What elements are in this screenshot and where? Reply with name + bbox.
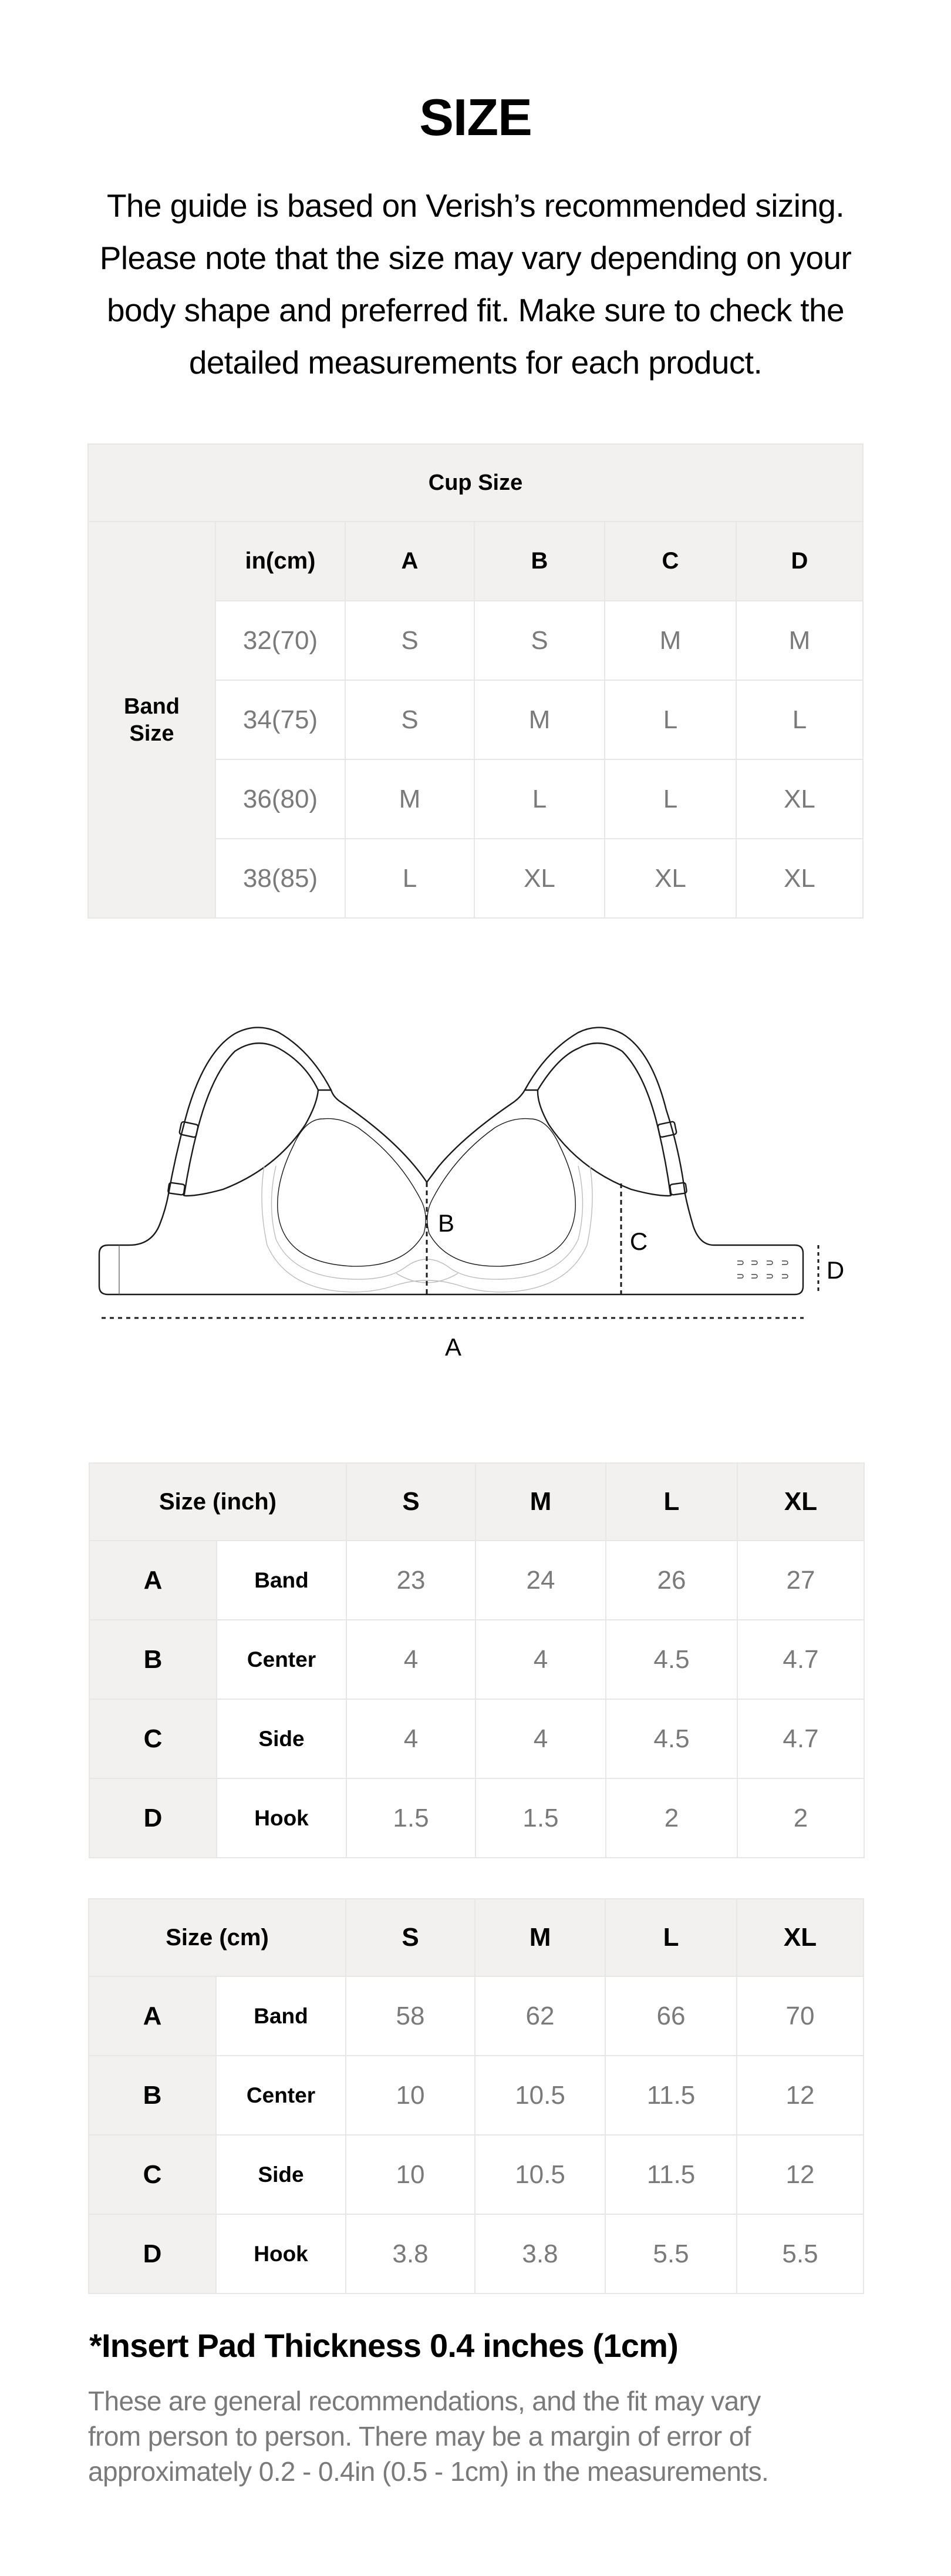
- value-cell: 10: [346, 2135, 475, 2214]
- intro-line: detailed measurements for each product.: [188, 344, 763, 381]
- size-cell: L: [474, 759, 605, 839]
- value-cell: 23: [346, 1541, 476, 1620]
- value-cell: 11.5: [605, 2135, 737, 2214]
- measure-name: Side: [217, 1699, 346, 1778]
- value-cell: 4.7: [737, 1699, 864, 1778]
- measure-code: A: [89, 1541, 217, 1620]
- label-c: C: [629, 1228, 648, 1255]
- value-cell: 5.5: [737, 2214, 864, 2293]
- value-cell: 4: [346, 1620, 476, 1699]
- value-cell: 1.5: [476, 1778, 606, 1858]
- bra-measurement-diagram: [0, 998, 951, 1374]
- value-cell: 2: [606, 1778, 737, 1858]
- size-cell: L: [736, 680, 863, 759]
- size-cell: XL: [736, 759, 863, 839]
- value-cell: 24: [476, 1541, 606, 1620]
- table-row: [89, 1541, 864, 1620]
- column-header-cup-c: C: [605, 522, 736, 601]
- measure-code: D: [89, 1778, 217, 1858]
- left-cup-icon: [278, 1119, 426, 1266]
- column-header-cup-a: A: [345, 522, 474, 601]
- size-cell: XL: [474, 839, 605, 918]
- value-cell: 10: [346, 2056, 475, 2135]
- measure-code: D: [89, 2214, 216, 2293]
- column-header-m: M: [475, 1899, 605, 1976]
- measure-code: A: [89, 1976, 216, 2056]
- column-header-s: S: [346, 1463, 476, 1541]
- right-cup-icon: [427, 1119, 575, 1266]
- column-header-cup-d: D: [736, 522, 863, 601]
- measure-name: Center: [216, 2056, 346, 2135]
- page-title: SIZE: [419, 88, 532, 146]
- disclaimer-line: approximately 0.2 - 0.4in (0.5 - 1cm) in the measurements.: [88, 2456, 769, 2487]
- table-row: [89, 1778, 864, 1858]
- measure-code: C: [89, 2135, 216, 2214]
- disclaimer-text: [88, 2383, 875, 2489]
- size-cell: M: [605, 601, 736, 680]
- size-inch-caption: Size (inch): [89, 1463, 346, 1541]
- table-row: [89, 1976, 864, 2056]
- column-header-l: L: [606, 1463, 737, 1541]
- size-cell: L: [345, 839, 474, 918]
- right-strap-icon: [525, 1027, 685, 1194]
- value-cell: 4.7: [737, 1620, 864, 1699]
- value-cell: 2: [737, 1778, 864, 1858]
- column-header-cup-b: B: [474, 522, 605, 601]
- column-header-xl: XL: [737, 1463, 864, 1541]
- measure-name: Band: [217, 1541, 346, 1620]
- value-cell: 5.5: [605, 2214, 737, 2293]
- value-cell: 4.5: [606, 1620, 737, 1699]
- intro-paragraph: [82, 180, 869, 389]
- measure-name: Center: [217, 1620, 346, 1699]
- value-cell: 11.5: [605, 2056, 737, 2135]
- column-header-unit: in(cm): [215, 522, 345, 601]
- band-measure: 36(80): [215, 759, 345, 839]
- size-inch-table: [89, 1462, 865, 1858]
- column-header-xl: XL: [737, 1899, 864, 1976]
- value-cell: 4: [476, 1620, 606, 1699]
- measure-name: Hook: [217, 1778, 346, 1858]
- measure-name: Side: [216, 2135, 346, 2214]
- measure-code: B: [89, 2056, 216, 2135]
- size-cell: XL: [605, 839, 736, 918]
- table-row: [89, 2214, 864, 2293]
- value-cell: 66: [605, 1976, 737, 2056]
- size-cell: M: [474, 680, 605, 759]
- size-cell: M: [345, 759, 474, 839]
- band-measure: 34(75): [215, 680, 345, 759]
- value-cell: 4.5: [606, 1699, 737, 1778]
- label-d: D: [826, 1256, 845, 1284]
- column-header-l: L: [605, 1899, 737, 1976]
- label-b: B: [437, 1209, 455, 1237]
- size-cell: M: [736, 601, 863, 680]
- measure-name: Hook: [216, 2214, 346, 2293]
- measure-name: Band: [216, 1976, 346, 2056]
- size-cell: S: [345, 601, 474, 680]
- measure-code: C: [89, 1699, 217, 1778]
- value-cell: 4: [476, 1699, 606, 1778]
- intro-line: body shape and preferred fit. Make sure to check the: [107, 292, 844, 328]
- pad-thickness-heading: *Insert Pad Thickness 0.4 inches (1cm): [89, 2327, 678, 2364]
- value-cell: 70: [737, 1976, 864, 2056]
- band-size-label: Band Size: [88, 522, 215, 918]
- table-row: [89, 1699, 864, 1778]
- size-cell: XL: [736, 839, 863, 918]
- cup-size-table: [87, 443, 864, 919]
- band-measure: 32(70): [215, 601, 345, 680]
- value-cell: 1.5: [346, 1778, 476, 1858]
- label-a: A: [444, 1333, 462, 1361]
- value-cell: 10.5: [475, 2056, 605, 2135]
- left-strap-icon: [168, 1027, 331, 1194]
- size-cell: S: [474, 601, 605, 680]
- column-header-s: S: [346, 1899, 475, 1976]
- size-cell: L: [605, 680, 736, 759]
- value-cell: 58: [346, 1976, 475, 2056]
- disclaimer-line: These are general recommendations, and the fit may vary: [88, 2386, 761, 2416]
- value-cell: 26: [606, 1541, 737, 1620]
- disclaimer-line: from person to person. There may be a margin of error of: [88, 2421, 751, 2451]
- value-cell: 3.8: [346, 2214, 475, 2293]
- table-row: [89, 1620, 864, 1699]
- size-cm-caption: Size (cm): [89, 1899, 346, 1976]
- size-cell: S: [345, 680, 474, 759]
- table-row: [89, 2056, 864, 2135]
- value-cell: 3.8: [475, 2214, 605, 2293]
- intro-line: Please note that the size may vary depending on your: [99, 240, 852, 276]
- value-cell: 62: [475, 1976, 605, 2056]
- hook-eyes-icon: [737, 1261, 788, 1278]
- column-header-m: M: [476, 1463, 606, 1541]
- value-cell: 27: [737, 1541, 864, 1620]
- measure-code: B: [89, 1620, 217, 1699]
- band-measure: 38(85): [215, 839, 345, 918]
- size-cm-table: [88, 1898, 864, 2294]
- value-cell: 12: [737, 2056, 864, 2135]
- size-cell: L: [605, 759, 736, 839]
- value-cell: 12: [737, 2135, 864, 2214]
- cup-size-caption: Cup Size: [88, 444, 863, 522]
- value-cell: 10.5: [475, 2135, 605, 2214]
- table-row: [89, 2135, 864, 2214]
- value-cell: 4: [346, 1699, 476, 1778]
- intro-line: The guide is based on Verish’s recommended sizing.: [106, 187, 845, 224]
